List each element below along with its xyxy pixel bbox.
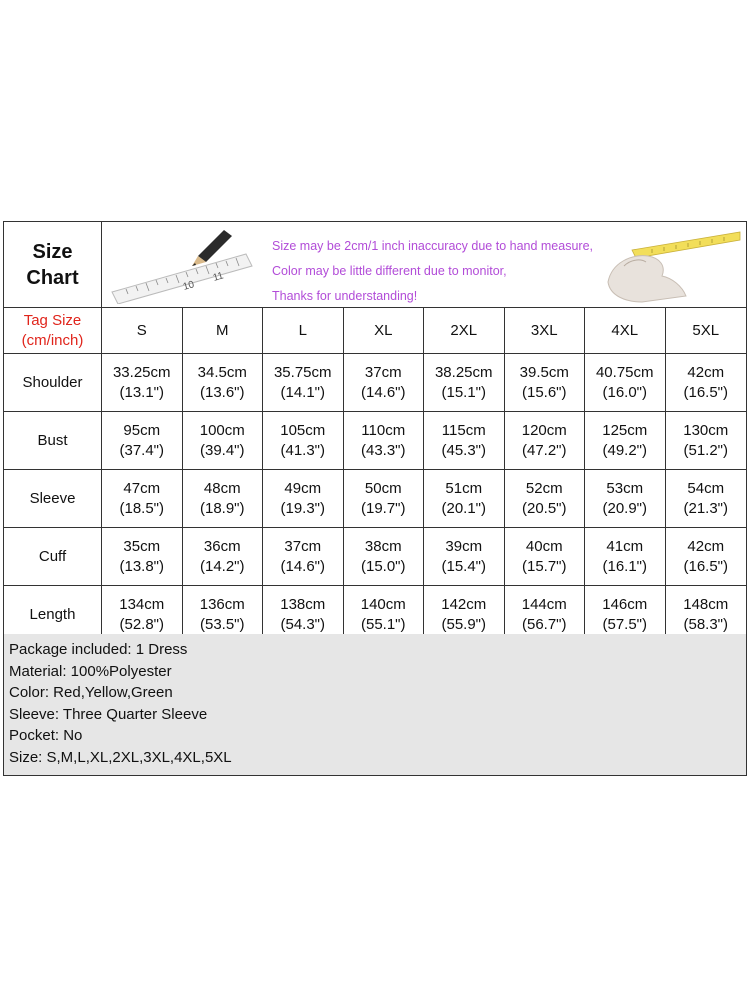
inch-value: (20.1") <box>441 499 486 517</box>
inch-value: (14.1") <box>280 383 325 401</box>
cm-value: 52cm <box>525 479 563 497</box>
size-column-header: 4XL <box>585 308 666 353</box>
hand-measuring-tape-icon <box>602 226 742 304</box>
cm-value: 120cm <box>521 421 567 439</box>
inch-value: (15.4") <box>441 557 486 575</box>
cm-value: 40.75cm <box>595 363 654 381</box>
cm-value: 35cm <box>123 537 161 555</box>
table-row <box>4 470 746 528</box>
cm-value: 146cm <box>602 595 648 613</box>
cm-value: 125cm <box>602 421 648 439</box>
size-column-header: 5XL <box>692 321 720 339</box>
measurement-cell <box>102 412 183 469</box>
size-chart <box>3 221 747 776</box>
measurement-cell <box>666 528 747 585</box>
measurement-cell <box>102 470 183 527</box>
cm-value: 47cm <box>123 479 161 497</box>
measurement-cell <box>505 470 586 527</box>
measurement-cell <box>183 412 264 469</box>
inch-value: (37.4") <box>119 441 164 459</box>
size-chart-title <box>4 222 102 308</box>
inch-value: (20.5") <box>521 499 567 517</box>
measurement-cell <box>505 354 586 411</box>
inch-value: (54.3") <box>280 615 325 633</box>
size-column-header: L <box>263 308 344 353</box>
inch-value: (13.8") <box>119 557 164 575</box>
inch-value: (56.7") <box>521 615 567 633</box>
cm-value: 39.5cm <box>519 363 569 381</box>
measurement-label: Bust <box>4 412 102 469</box>
cm-value: 148cm <box>683 595 729 613</box>
info-size: Size: S,M,L,XL,2XL,3XL,4XL,5XL <box>9 748 232 766</box>
measurement-cell <box>344 528 425 585</box>
measurement-cell <box>102 528 183 585</box>
measurement-cell <box>183 354 264 411</box>
cm-value: 142cm <box>441 595 487 613</box>
measurement-label: Shoulder <box>4 354 102 411</box>
tag-size-label <box>4 308 102 353</box>
measurement-cell <box>505 528 586 585</box>
cm-value: 136cm <box>199 595 245 613</box>
cm-value: 134cm <box>119 595 165 613</box>
inch-value: (53.5") <box>199 615 245 633</box>
size-column-header: 2XL <box>424 308 505 353</box>
inch-value: (39.4") <box>199 441 245 459</box>
inch-value: (55.1") <box>360 615 406 633</box>
measurement-cell <box>666 470 747 527</box>
cm-value: 53cm <box>606 479 644 497</box>
inch-value: (19.7") <box>360 499 406 517</box>
cm-value: 42cm <box>687 363 725 381</box>
cm-value: 100cm <box>199 421 245 439</box>
cm-value: 38cm <box>364 537 402 555</box>
info-pocket: Pocket: No <box>9 727 83 745</box>
cm-value: 35.75cm <box>273 363 332 381</box>
inch-value: (14.6") <box>360 383 406 401</box>
measurement-label: Sleeve <box>4 470 102 527</box>
cm-value: 40cm <box>525 537 563 555</box>
cm-value: 138cm <box>280 595 326 613</box>
measurement-cell <box>102 354 183 411</box>
inch-value: (16.5") <box>683 557 728 575</box>
measurement-cell <box>344 354 425 411</box>
note-color: Color may be little different due to monitor, <box>272 264 507 278</box>
measurement-label: Cuff <box>4 528 102 585</box>
inch-value: (52.8") <box>119 615 164 633</box>
inch-value: (49.2") <box>602 441 647 459</box>
measurement-cell <box>344 470 425 527</box>
cm-value: 37cm <box>364 363 402 381</box>
info-package: Package included: 1 Dress <box>9 641 188 658</box>
cm-value: 51cm <box>445 479 483 497</box>
inch-value: (16.0") <box>602 383 647 401</box>
inch-value: (13.1") <box>119 383 164 401</box>
info-sleeve: Sleeve: Three Quarter Sleeve <box>9 705 208 723</box>
title-line-2: Chart <box>26 266 79 289</box>
info-material: Material: 100%Polyester <box>9 662 172 680</box>
cm-value: 54cm <box>687 479 725 497</box>
note-thanks: Thanks for understanding! <box>272 289 418 303</box>
inch-value: (15.1") <box>441 383 486 401</box>
measurement-cell <box>263 470 344 527</box>
cm-value: 36cm <box>203 537 241 555</box>
inch-value: (18.9") <box>199 499 245 517</box>
measurement-cell <box>183 528 264 585</box>
title-line-1: Size <box>32 240 73 263</box>
inch-value: (14.6") <box>280 557 325 575</box>
note-accuracy: Size may be 2cm/1 inch inaccuracy due to hand measure, <box>272 239 594 253</box>
inch-value: (21.3") <box>683 499 728 517</box>
cm-value: 95cm <box>123 421 161 439</box>
inch-value: (19.3") <box>280 499 325 517</box>
cm-value: 115cm <box>441 421 486 439</box>
inch-value: (15.0") <box>360 557 406 575</box>
inch-value: (15.6") <box>521 383 567 401</box>
cm-value: 140cm <box>360 595 406 613</box>
cm-value: 49cm <box>284 479 322 497</box>
inch-value: (51.2") <box>683 441 728 459</box>
cm-value: 105cm <box>280 421 326 439</box>
tag-size-label-line-1: Tag Size <box>23 311 82 329</box>
ruler-number-11: 11 <box>211 270 225 284</box>
ruler-and-pencil-icon <box>106 226 256 304</box>
size-table <box>4 308 746 634</box>
inch-value: (45.3") <box>441 441 486 459</box>
measurement-label: Length <box>4 586 102 643</box>
cm-value: 38.25cm <box>434 363 493 381</box>
measurement-cell <box>585 412 666 469</box>
measurement-cell <box>585 528 666 585</box>
inch-value: (15.7") <box>521 557 567 575</box>
measurement-cell <box>505 412 586 469</box>
measurement-notes <box>272 234 593 308</box>
measurement-cell <box>666 354 747 411</box>
measurement-cell <box>424 412 505 469</box>
cm-value: 42cm <box>687 537 725 555</box>
inch-value: (13.6") <box>199 383 245 401</box>
table-row <box>4 412 746 470</box>
measurement-cell <box>585 354 666 411</box>
product-info <box>4 634 746 775</box>
inch-value: (20.9") <box>602 499 647 517</box>
measurement-banner <box>102 222 746 308</box>
size-column-header: S <box>102 308 183 353</box>
inch-value: (16.5") <box>683 383 728 401</box>
cm-value: 39cm <box>445 537 483 555</box>
measurement-cell <box>263 354 344 411</box>
inch-value: (14.2") <box>199 557 245 575</box>
inch-value: (57.5") <box>602 615 647 633</box>
cm-value: 33.25cm <box>112 363 171 381</box>
measurement-cell <box>424 528 505 585</box>
inch-value: (41.3") <box>280 441 325 459</box>
cm-value: 144cm <box>521 595 567 613</box>
measurement-cell <box>183 470 264 527</box>
info-color: Color: Red,Yellow,Green <box>9 684 173 702</box>
measurement-cell <box>263 412 344 469</box>
cm-value: 50cm <box>364 479 402 497</box>
inch-value: (47.2") <box>521 441 567 459</box>
inch-value: (16.1") <box>602 557 647 575</box>
ruler-number-10: 10 <box>181 279 196 293</box>
cm-value: 41cm <box>606 537 644 555</box>
tag-size-label-line-2: (cm/inch) <box>21 331 84 349</box>
size-column-header: XL <box>344 308 425 353</box>
size-column-header: 3XL <box>505 308 586 353</box>
measurement-cell <box>344 412 425 469</box>
cm-value: 48cm <box>203 479 241 497</box>
inch-value: (43.3") <box>360 441 406 459</box>
cm-value: 130cm <box>683 421 729 439</box>
measurement-cell <box>424 470 505 527</box>
table-row <box>4 528 746 586</box>
cm-value: 34.5cm <box>197 363 247 381</box>
inch-value: (58.3") <box>683 615 728 633</box>
inch-value: (55.9") <box>441 615 486 633</box>
measurement-cell <box>585 470 666 527</box>
cm-value: 110cm <box>361 421 406 439</box>
measurement-cell <box>424 354 505 411</box>
measurement-cell <box>263 528 344 585</box>
size-column-header: M <box>183 308 264 353</box>
table-header-row <box>4 308 746 354</box>
measurement-cell <box>666 412 747 469</box>
cm-value: 37cm <box>284 537 322 555</box>
inch-value: (18.5") <box>119 499 164 517</box>
table-row <box>4 354 746 412</box>
